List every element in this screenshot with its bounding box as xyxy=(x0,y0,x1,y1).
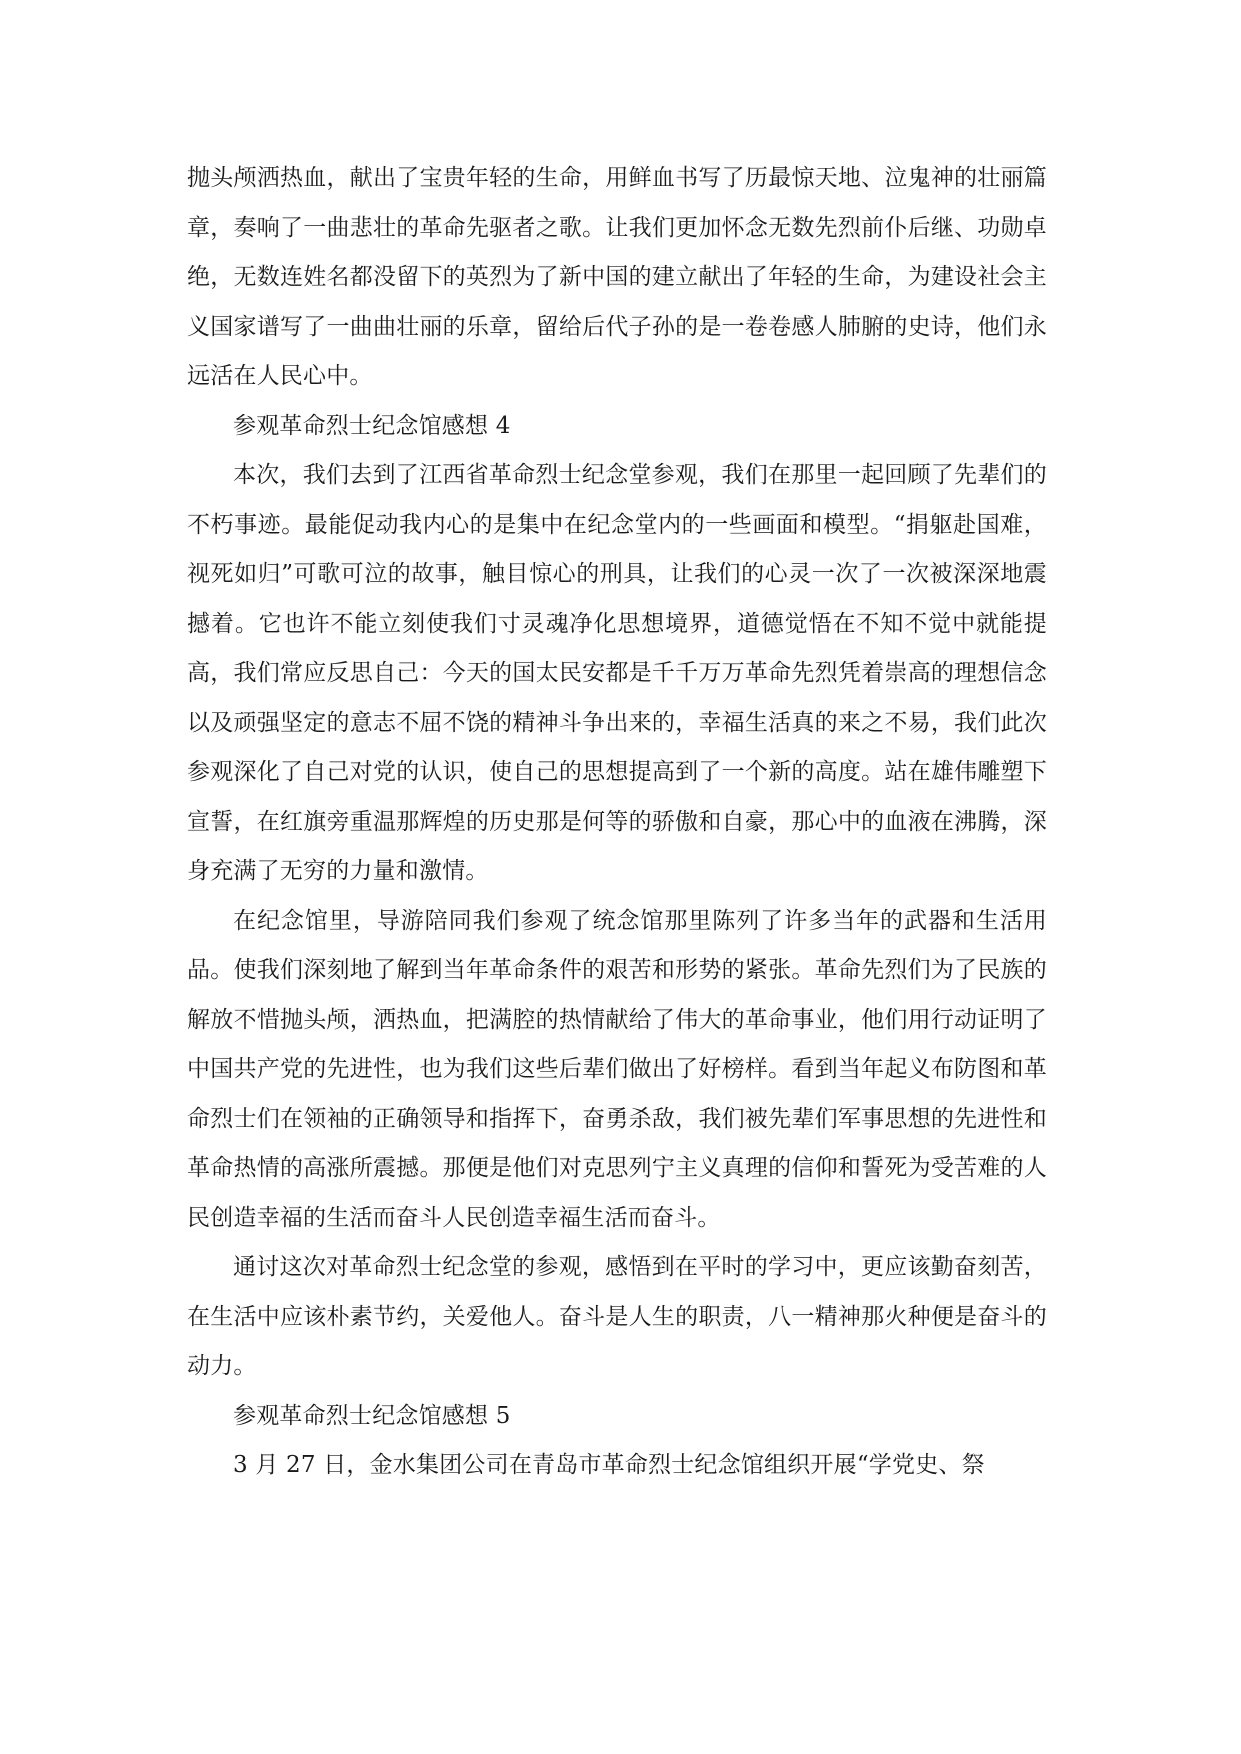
paragraph: 本次，我们去到了江西省革命烈士纪念堂参观，我们在那里一起回顾了先辈们的不朽事迹。最能促动我内心的是集中在纪念堂内的一些画面和模型。“捐躯赴国难，视死如归”可歌可泣的故事，触目惊心的刑具，让我们的心灵一次了一次被深深地震撼着。它也许不能立刻使我们寸灵魂净化思想境界，道德觉悟在不知不觉中就能提高，我们常应反思自己：今天的国太民安都是千千万万革命先烈凭着崇高的理想信念以及顽强坚定的意志不屈不饶的精神斗争出来的，幸福生活真的来之不易，我们此次参观深化了自己对党的认识，使自己的思想提高到了一个新的高度。站在雄伟雕塑下宣誓，在红旗旁重温那辉煌的历史那是何等的骄傲和自豪，那心中的血液在沸腾，深身充满了无穷的力量和激情。 xyxy=(187,462,1047,884)
paragraph: 3 月 27 日，金水集团公司在青岛市革命烈士纪念馆组织开展“学党史、祭 xyxy=(233,1452,985,1478)
paragraph: 通讨这次对革命烈士纪念堂的参观，感悟到在平时的学习中，更应该勤奋刻苦，在生活中应该朴素节约，关爱他人。奋斗是人生的职责，八一精神那火种便是奋斗的动力。 xyxy=(187,1254,1047,1379)
paragraph: 抛头颅洒热血，献出了宝贵年轻的生命，用鲜血书写了历最惊天地、泣鬼神的壮丽篇章，奏响了一曲悲壮的革命先驱者之歌。让我们更加怀念无数先烈前仆后继、功勋卓绝，无数连姓名都没留下的英烈为了新中国的建立献出了年轻的生命，为建设社会主义国家谱写了一曲曲壮丽的乐章，留给后代子孙的是一卷卷感人肺腑的史诗，他们永远活在人民心中。 xyxy=(187,165,1047,389)
document-body xyxy=(187,154,1047,1491)
paragraph: 在纪念馆里，导游陪同我们参观了统念馆那里陈列了许多当年的武器和生活用品。使我们深刻地了解到当年革命条件的艰苦和形势的紧张。革命先烈们为了民族的解放不惜抛头颅，洒热血，把满腔的热情献给了伟大的革命事业，他们用行动证明了中国共产党的先进性，也为我们这些后辈们做出了好榜样。看到当年起义布防图和革命烈士们在领袖的正确领导和指挥下，奋勇杀敌，我们被先辈们军事思想的先进性和革命热情的高涨所震撼。那便是他们对克思列宁主义真理的信仰和誓死为受苦难的人民创造幸福的生活而奋斗人民创造幸福生活而奋斗。 xyxy=(187,907,1047,1231)
section-heading: 参观革命烈士纪念馆感想 5 xyxy=(233,1402,511,1429)
section-heading: 参观革命烈士纪念馆感想 4 xyxy=(233,412,511,439)
